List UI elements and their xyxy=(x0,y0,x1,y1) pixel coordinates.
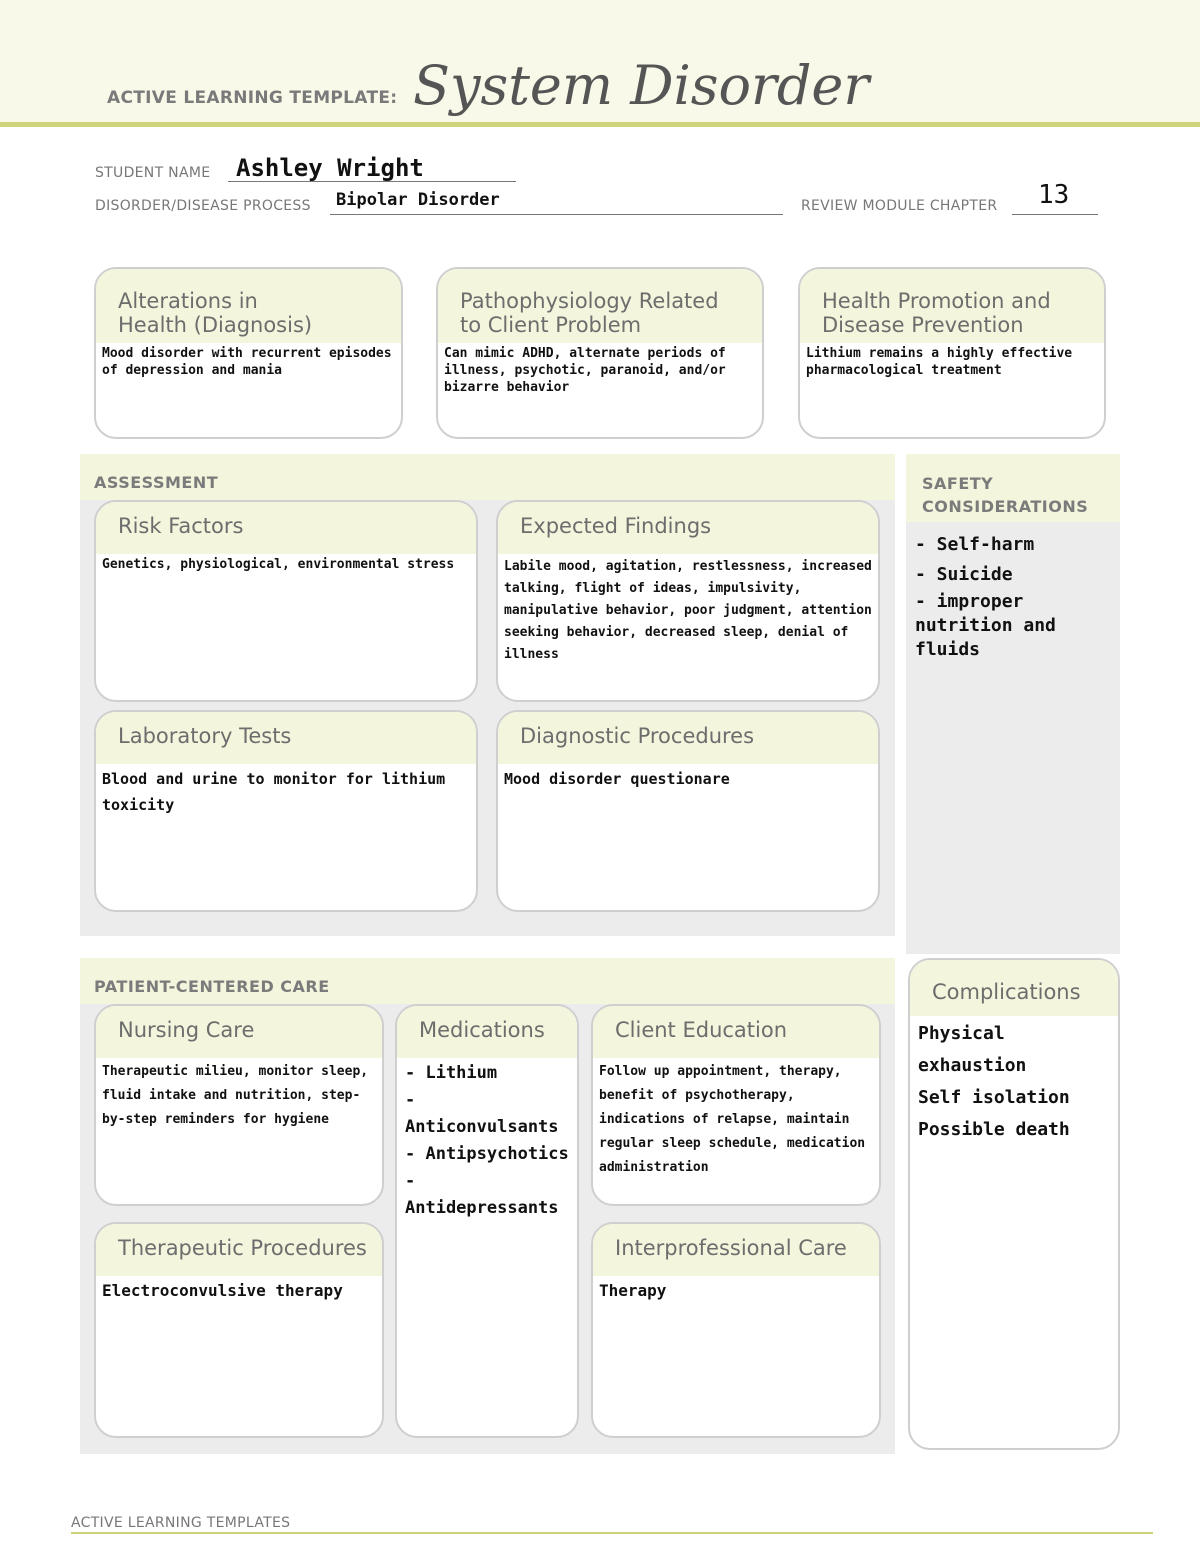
health-promotion-content[interactable]: Lithium remains a highly effective pharmacological treatment xyxy=(806,346,1073,378)
client-education-content[interactable]: Follow up appointment, therapy, benefit of psychotherapy, indications of relapse, maintain regular sleep schedule, medication administration xyxy=(599,1064,866,1175)
medications-list xyxy=(397,1058,577,1222)
laboratory-tests-content[interactable]: Blood and urine to monitor for lithium toxicity xyxy=(102,770,446,814)
chapter-line xyxy=(1012,214,1098,215)
nursing-care-header: Nursing Care xyxy=(96,1006,382,1058)
student-name-value[interactable]: Ashley Wright xyxy=(236,154,424,182)
diagnostic-procedures-content[interactable]: Mood disorder questionare xyxy=(504,770,730,788)
complications-card xyxy=(908,958,1120,1450)
disorder-line xyxy=(330,214,783,215)
risk-factors-content[interactable]: Genetics, physiological, environmental stress xyxy=(102,557,455,572)
alterations-title-1: Alterations in xyxy=(118,289,258,313)
medications-card xyxy=(395,1004,579,1438)
interprofessional-care-card xyxy=(591,1222,881,1438)
template-title: System Disorder xyxy=(413,54,870,117)
complication-item[interactable]: Physical exhaustion xyxy=(918,1023,1027,1076)
complications-list xyxy=(910,1016,1118,1146)
health-promotion-title-2: Disease Prevention xyxy=(822,313,1024,337)
safety-item[interactable]: - Suicide xyxy=(915,564,1013,585)
assessment-title: ASSESSMENT xyxy=(94,473,219,492)
header-rule xyxy=(0,122,1200,127)
pathophysiology-title-1: Pathophysiology Related xyxy=(460,289,719,313)
alterations-title-2: Health (Diagnosis) xyxy=(118,313,313,337)
client-education-card xyxy=(591,1004,881,1206)
safety-item[interactable]: - Self-harm xyxy=(915,534,1035,555)
chapter-value[interactable]: 13 xyxy=(1038,180,1070,210)
interprofessional-care-header: Interprofessional Care xyxy=(593,1224,879,1276)
diagnostic-procedures-header: Diagnostic Procedures xyxy=(498,712,878,764)
nursing-care-card xyxy=(94,1004,384,1206)
therapeutic-procedures-content[interactable]: Electroconvulsive therapy xyxy=(102,1281,343,1300)
student-name-label: STUDENT NAME xyxy=(95,165,211,181)
therapeutic-procedures-header: Therapeutic Procedures xyxy=(96,1224,382,1276)
patient-care-title: PATIENT-CENTERED CARE xyxy=(94,977,330,996)
footer-rule xyxy=(71,1532,1153,1534)
alterations-content[interactable]: Mood disorder with recurrent episodes of depression and mania xyxy=(102,346,392,378)
alterations-card xyxy=(94,267,403,439)
medication-item[interactable]: - Antidepressants xyxy=(405,1171,559,1218)
medication-item[interactable]: - Anticonvulsants xyxy=(405,1090,559,1137)
template-label: ACTIVE LEARNING TEMPLATE: xyxy=(107,88,398,108)
nursing-care-content[interactable]: Therapeutic milieu, monitor sleep, fluid intake and nutrition, step-by-step reminders for hygiene xyxy=(102,1064,369,1127)
pathophysiology-card xyxy=(436,267,764,439)
laboratory-tests-header: Laboratory Tests xyxy=(96,712,476,764)
pathophysiology-content[interactable]: Can mimic ADHD, alternate periods of illness, psychotic, paranoid, and/or bizarre behavior xyxy=(444,346,726,395)
laboratory-tests-card xyxy=(94,710,478,912)
medication-item[interactable]: - Lithium xyxy=(405,1063,498,1083)
expected-findings-header: Expected Findings xyxy=(498,502,878,554)
pathophysiology-header xyxy=(438,269,762,343)
risk-factors-card xyxy=(94,500,478,702)
health-promotion-header xyxy=(800,269,1104,343)
health-promotion-card xyxy=(798,267,1106,439)
interprofessional-care-content[interactable]: Therapy xyxy=(599,1281,667,1300)
medications-header: Medications xyxy=(397,1006,577,1058)
safety-list xyxy=(915,530,1115,662)
complication-item[interactable]: Possible death xyxy=(918,1119,1070,1140)
therapeutic-procedures-card xyxy=(94,1222,384,1438)
safety-title-1: SAFETY xyxy=(922,474,994,493)
safety-title-2: CONSIDERATIONS xyxy=(922,497,1089,516)
safety-title xyxy=(922,472,1088,518)
health-promotion-title-1: Health Promotion and xyxy=(822,289,1051,313)
alterations-header xyxy=(96,269,401,343)
expected-findings-content[interactable]: Labile mood, agitation, restlessness, increased talking, flight of ideas, impulsivity, manipulative behavior, poor judgment, attention seeking behavior, decreased sleep, denial of illness xyxy=(504,559,872,662)
complications-header: Complications xyxy=(910,960,1118,1016)
risk-factors-header: Risk Factors xyxy=(96,502,476,554)
diagnostic-procedures-card xyxy=(496,710,880,912)
medication-item[interactable]: - Antipsychotics xyxy=(405,1144,569,1164)
client-education-header: Client Education xyxy=(593,1006,879,1058)
disorder-value[interactable]: Bipolar Disorder xyxy=(336,190,500,210)
chapter-label: REVIEW MODULE CHAPTER xyxy=(801,198,998,214)
footer-label: ACTIVE LEARNING TEMPLATES xyxy=(71,1515,291,1531)
disorder-label: DISORDER/DISEASE PROCESS xyxy=(95,198,311,214)
expected-findings-card xyxy=(496,500,880,702)
pathophysiology-title-2: to Client Problem xyxy=(460,313,642,337)
complication-item[interactable]: Self isolation xyxy=(918,1087,1070,1108)
safety-section xyxy=(906,454,1120,954)
safety-item[interactable]: - improper nutrition and fluids xyxy=(915,591,1056,660)
